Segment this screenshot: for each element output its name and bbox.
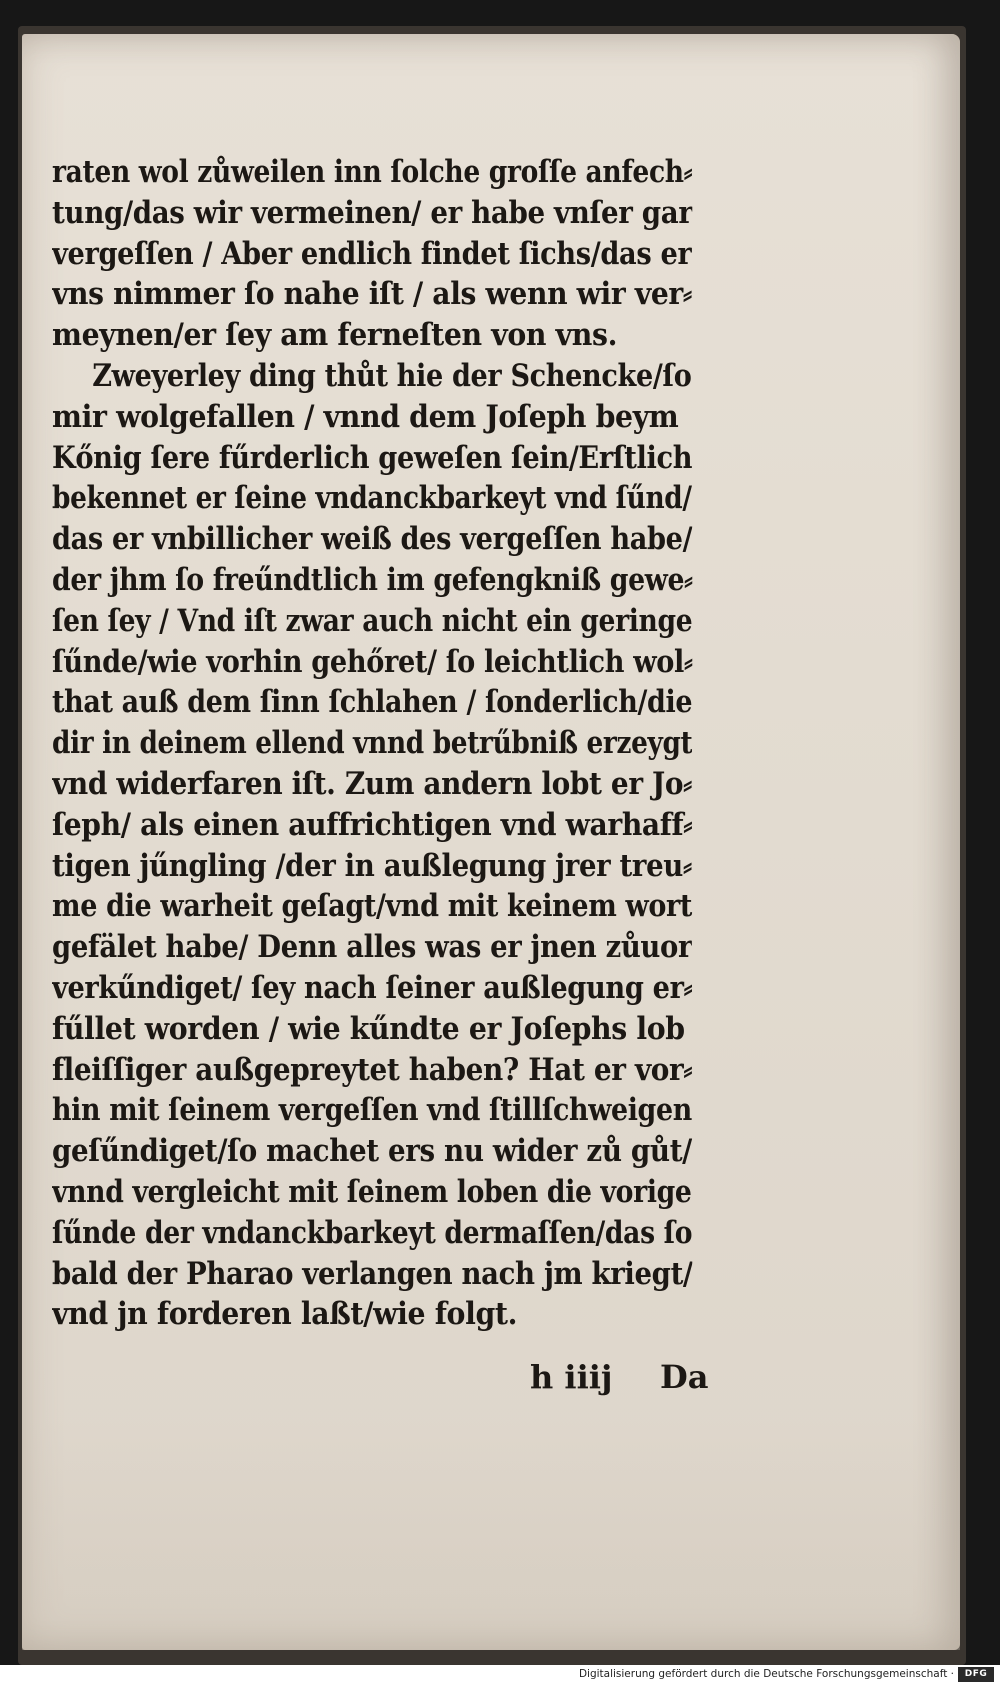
text-line: das er vnbillicher weiß des vergeſſen habe/	[52, 521, 693, 558]
text-line: Kőnig ſere fűrderlich geweſen ſein/Erſtlich	[52, 439, 692, 476]
text-line: vns nimmer ſo nahe iſt / als wenn wir ver⸗	[52, 276, 692, 313]
text-line: vnd widerfaren iſt. Zum andern lobt er Jo⸗	[52, 765, 692, 802]
text-line: fleiſſiger außgepreytet haben? Hat er vor⸗	[52, 1051, 692, 1088]
text-line: ſűnde/wie vorhin gehőret/ ſo leichtlich wol⸗	[52, 643, 693, 680]
text-line: ſeph/ als einen auffrichtigen vnd warhaff⸗	[52, 806, 693, 843]
signature-mark: h iiij	[530, 1358, 613, 1396]
page-footer-line	[530, 1358, 750, 1402]
text-line: me die warheit geſagt/vnd mit keinem wort	[52, 888, 693, 925]
text-line: that auß dem ſinn ſchlahen / ſonderlich/die	[52, 684, 693, 721]
text-line: dir in deinem ellend vnnd betrűbniß erzeygt	[52, 725, 693, 762]
text-line: tung/das wir vermeinen/ er habe vnſer gar	[52, 194, 693, 231]
text-line: verkűndiget/ ſey nach ſeiner außlegung er⸗	[52, 969, 693, 1006]
text-line: mir wolgefallen / vnnd dem Joſeph beym	[52, 398, 679, 435]
text-line: ſen ſey / Vnd iſt zwar auch nicht ein geringe	[52, 602, 693, 639]
catchword: Da	[660, 1358, 709, 1396]
text-line: tigen jűngling /der in außlegung jrer treu⸗	[52, 847, 692, 884]
text-line: fűllet worden / wie kűndte er Joſephs lob	[52, 1010, 685, 1047]
text-line: der jhm ſo freűndtlich im gefengkniß gewe⸗	[52, 561, 693, 598]
footer-credit: Digitalisierung gefördert durch die Deutsche Forschungsgemeinschaft ·	[578, 1668, 954, 1680]
digitization-footer	[0, 1665, 1000, 1686]
text-line: vnd jn forderen laßt/wie folgt.	[52, 1296, 518, 1333]
text-line: hin mit ſeinem vergeſſen vnd ſtillſchweigen	[52, 1092, 692, 1129]
body-text	[52, 152, 752, 1335]
text-line: gefälet habe/ Denn alles was er jnen zůuor	[52, 929, 692, 966]
text-line: meynen/er ſey am ferneſten von vns.	[52, 317, 618, 354]
text-line: bald der Pharao verlangen nach jm kriegt/	[52, 1255, 693, 1292]
text-line: vnnd vergleicht mit ſeinem loben die vorige	[52, 1173, 692, 1210]
text-line: Zweyerley ding thůt hie der Schencke/ſo	[92, 357, 692, 394]
text-line: bekennet er ſeine vndanckbarkeyt vnd ſűnd/	[52, 480, 692, 517]
text-line: raten wol zůweilen inn ſolche groſſe anfech⸗	[52, 154, 693, 190]
dfg-logo: DFG	[958, 1667, 994, 1682]
text-line: ſűnde der vndanckbarkeyt dermaſſen/das ſo	[52, 1214, 692, 1251]
text-line: geſűndiget/ſo machet ers nu wider zů gůt/	[52, 1133, 692, 1170]
text-line: vergeſſen / Aber endlich findet ſichs/das er	[52, 235, 692, 272]
